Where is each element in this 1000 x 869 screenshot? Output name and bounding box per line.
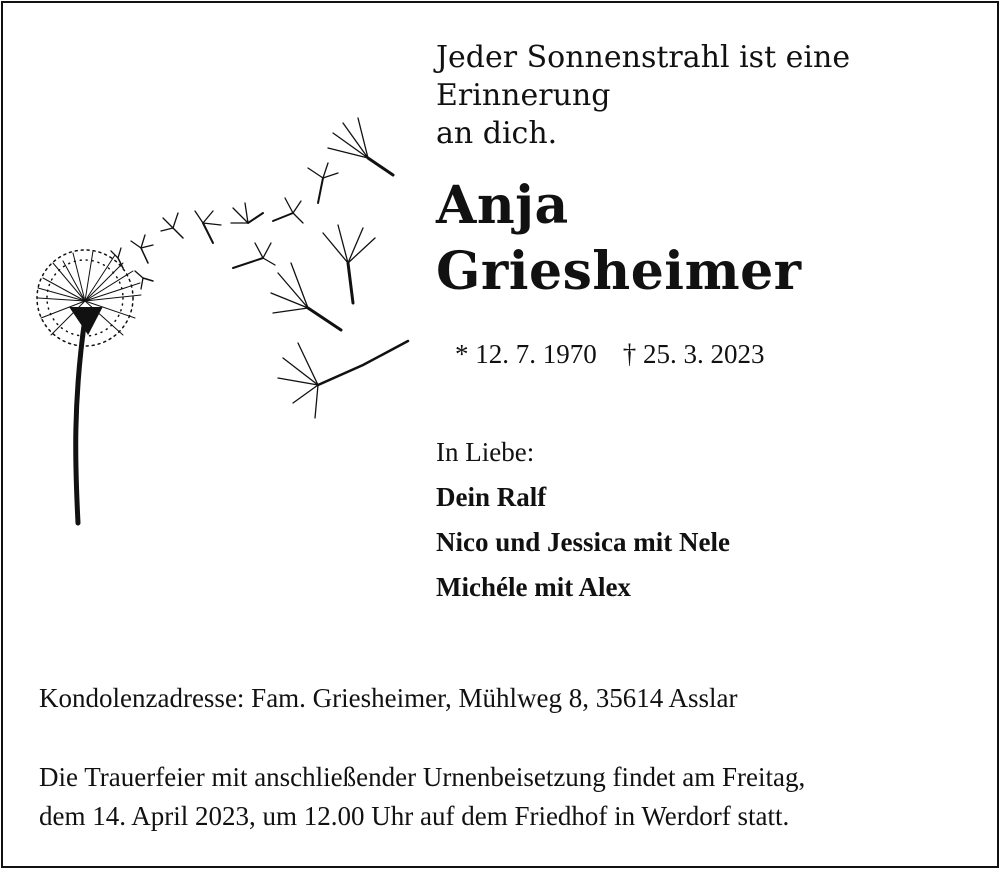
dandelion-stem [76,318,85,523]
ceremony-info [39,758,979,836]
ceremony-line-1: Die Trauerfeier mit anschließender Urnenbeisetzung findet am Freitag, [39,762,806,792]
deceased-name [436,173,981,305]
mourner-name: Michéle mit Alex [436,572,631,602]
mourner-name: Nico und Jessica mit Nele [436,527,730,557]
dandelion-seeds [111,118,408,418]
ceremony-line-2: dem 14. April 2023, um 12.00 Uhr auf dem Friedhof in Werdorf statt. [39,801,790,831]
mourner-name: Dein Ralf [436,482,547,512]
quote-line-2: an dich. [436,116,558,151]
death-date: † 25. 3. 2023 [622,339,765,369]
quote-line-1: Jeder Sonnenstrahl ist eine Erinnerung [436,40,851,113]
mourners-intro: In Liebe: [436,437,535,467]
birth-date: * 12. 7. 1970 [455,339,597,369]
condolence-address: Kondolenzadresse: Fam. Griesheimer, Mühlweg 8, 35614 Asslar [39,683,738,713]
memorial-quote [436,39,981,153]
life-dates [455,337,765,371]
first-name: Anja [436,175,569,236]
dandelion-icon [23,103,423,543]
last-name: Griesheimer [436,241,802,302]
mourners-list [436,430,981,610]
obituary-frame [1,1,999,868]
